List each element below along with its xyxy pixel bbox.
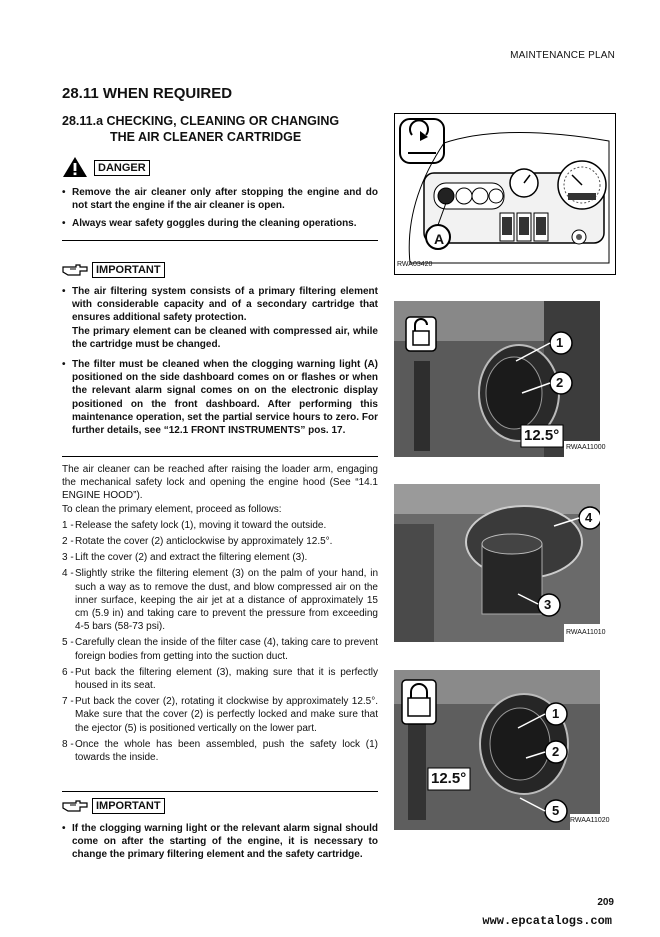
warning-triangle-icon [62,156,88,178]
step-number: 2 - [62,536,74,548]
step-item [62,551,378,564]
pointing-hand-icon [62,263,88,277]
subsection-title-line1: 28.11.a CHECKING, CLEANING OR CHANGING [62,114,340,128]
step-item [62,695,378,735]
section-title: 28.11 WHEN REQUIRED [62,85,233,102]
divider [62,791,378,792]
step-number: 3 - [62,552,74,564]
angle-label: 12.5° [431,770,467,787]
filter-reassembly-photo [394,670,600,830]
important-label: IMPORTANT [92,798,165,814]
callout-label: 5 [552,803,560,818]
danger-bullet: • Remove the air cleaner only after stopping the engine and do not start the engine if the air cleaner is open. [62,186,378,212]
step-text: Lift the cover (2) and extract the filtering element (3). [75,552,308,564]
intro-paragraph: The air cleaner can be reached after raising the loader arm, engaging the mechanical safety lock and opening the engine hood (See “14.1 ENGINE HOOD”). [62,464,378,502]
running-header: MAINTENANCE PLAN [510,50,615,61]
divider [62,456,378,457]
danger-bullet: • Always wear safety goggles during the cleaning operations. [62,217,378,230]
step-text: Release the safety lock (1), moving it toward the outside. [75,519,327,531]
step-number: 5 - [62,637,74,649]
filter-element-photo [394,484,600,642]
step-item [62,519,378,532]
step-number: 1 - [62,519,74,531]
angle-label: 12.5° [524,427,560,444]
callout-label: 2 [552,744,560,759]
step-text: Put back the filtering element (3), making sure that it is perfectly housed in its seat. [75,666,378,692]
important-text: The air filtering system consists of a primary filtering element with considerable capacity and of a secondary cartridge that ensures additional safety protection. [72,286,378,324]
important-block [62,262,378,437]
step-item [62,567,378,633]
step-text: Put back the cover (2), rotating it clockwise by approximately 12.5°. Make sure that the cover (2) is perfectly locked and make sure that the ejector (5) is positioned vertically on the lower part. [75,696,378,734]
air-cleaner-photo [394,301,600,457]
step-number: 6 - [62,666,74,678]
procedure [62,463,378,764]
danger-label: DANGER [94,160,150,176]
divider [62,240,378,241]
danger-block [62,156,378,231]
step-item [62,666,378,692]
figure-code: RWAA11010 [566,629,606,636]
important-text: The primary element can be cleaned with compressed air, while the cartridge must be changed. [72,325,378,350]
step-item [62,636,378,662]
important-text: The filter must be cleaned when the clogging warning light (A) positioned on the side dashboard comes on or flashes or when the relevant alarm signal comes on on the electronic display positioned on the front dashboard. After performing this maintenance operation, set the partial service hours to zero. For further details, see “12.1 FRONT INSTRUMENTS” pos. 17. [72,359,378,437]
callout-label: 3 [544,597,552,612]
figure-filter-reassembly [394,670,610,830]
figure-dashboard [394,113,616,275]
important-bullet: • If the clogging warning light or the relevant alarm signal should come on after the starting of the engine, it is necessary to change the primary filtering element and the safety cartridge. [62,822,378,862]
figure-code: RWA03420 [397,261,433,268]
subsection-title [62,113,339,145]
important-block-2 [62,798,378,862]
important-label: IMPORTANT [92,262,165,278]
important-bullet [62,285,378,351]
callout-label: A [434,231,445,247]
step-item [62,738,378,764]
figure-code: RWAA11000 [566,444,606,451]
step-number: 8 - [62,738,74,750]
step-text: Once the whole has been assembled, push the safety lock (1) towards the inside. [75,738,378,764]
callout-label: 1 [552,706,560,721]
procedure-lead: To clean the primary element, proceed as follows: [62,503,282,515]
pointing-hand-icon [62,799,88,813]
figure-filter-cover [394,301,606,457]
page-number: 209 [597,897,614,908]
watermark-link[interactable]: www.epcatalogs.com [482,914,612,928]
step-number: 4 - [62,568,74,580]
step-text: Carefully clean the inside of the filter case (4), taking care to prevent foreign bodies from getting into the suction duct. [75,637,378,662]
subsection-title-line2: THE AIR CLEANER CARTRIDGE [110,130,302,144]
step-text: Slightly strike the filtering element (3) on the palm of your hand, in such a way as to remove the dust, and blow compressed air on the inner surface, keeping the air jet at a distance of approximately 15 cm (5.9 in) and taking care to prevent the pressure from exceeding 4-5 bars (58-73 psi). [75,568,378,633]
step-text: Rotate the cover (2) anticlockwise by approximately 12.5°. [75,536,333,548]
important-bullet [62,358,378,437]
step-number: 7 - [62,696,74,708]
callout-label: 2 [556,375,564,390]
callout-label: 1 [556,335,564,350]
figure-code: RWAA11020 [570,817,610,824]
callout-label: 4 [585,510,593,525]
dashboard-illustration [394,113,616,275]
figure-filter-element [394,484,606,642]
step-item [62,535,378,548]
